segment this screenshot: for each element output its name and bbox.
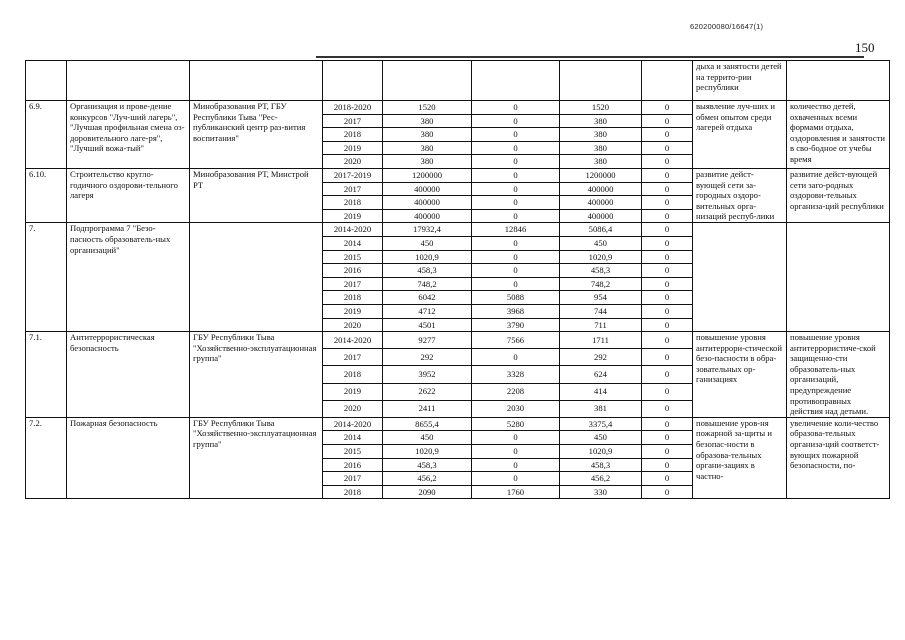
item-result: повышение уров-ня пожарной за-щиты и безопас-ности в образова-тельных органи-зациях в частно- xyxy=(693,417,787,499)
municipal-cell: 0 xyxy=(642,128,693,142)
republic-cell: 381 xyxy=(560,400,642,417)
year-cell: 2019 xyxy=(323,141,383,155)
year-cell: 2017 xyxy=(323,277,383,291)
federal-cell: 0 xyxy=(472,349,560,366)
federal-cell: 0 xyxy=(472,114,560,128)
republic-cell: 450 xyxy=(560,431,642,445)
republic-cell: 380 xyxy=(560,141,642,155)
federal-cell: 0 xyxy=(472,182,560,196)
total-cell: 1200000 xyxy=(383,168,472,182)
total-cell: 380 xyxy=(383,155,472,169)
item-result: повышение уровня антитеррори-стической безо-пасности в обра-зовательных ор-ганизациях xyxy=(693,332,787,418)
total-cell: 6042 xyxy=(383,291,472,305)
total-cell: 458,3 xyxy=(383,458,472,472)
result-cell: дыха и занятости детей на террито-рии республики xyxy=(693,61,787,101)
item-number: 6.10. xyxy=(26,168,67,222)
municipal-cell: 0 xyxy=(642,472,693,486)
federal-cell: 0 xyxy=(472,250,560,264)
year-cell: 2014-2020 xyxy=(323,223,383,237)
republic-cell: 380 xyxy=(560,114,642,128)
total-cell: 1520 xyxy=(383,101,472,115)
total-cell: 4712 xyxy=(383,304,472,318)
total-cell: 17932,4 xyxy=(383,223,472,237)
republic-cell: 456,2 xyxy=(560,472,642,486)
year-cell: 2014-2020 xyxy=(323,332,383,349)
total-cell: 2090 xyxy=(383,485,472,499)
total-cell: 458,3 xyxy=(383,264,472,278)
republic-cell: 292 xyxy=(560,349,642,366)
federal-cell: 0 xyxy=(472,209,560,223)
federal-cell: 0 xyxy=(472,128,560,142)
federal-cell: 0 xyxy=(472,445,560,459)
year-cell: 2018 xyxy=(323,366,383,383)
item-indicator: увеличение коли-чество образова-тельных организа-ций соответст-вующих пожарной безопасности, по- xyxy=(787,417,890,499)
year-cell: 2019 xyxy=(323,304,383,318)
year-cell: 2020 xyxy=(323,400,383,417)
table-row xyxy=(26,332,890,349)
year-cell: 2014 xyxy=(323,236,383,250)
republic-cell: 380 xyxy=(560,128,642,142)
republic-cell: 400000 xyxy=(560,209,642,223)
year-cell: 2018 xyxy=(323,128,383,142)
item-name: Пожарная безопасность xyxy=(67,417,190,499)
year-cell: 2018 xyxy=(323,291,383,305)
republic-cell: 1520 xyxy=(560,101,642,115)
republic-cell: 458,3 xyxy=(560,458,642,472)
year-cell: 2015 xyxy=(323,445,383,459)
municipal-cell: 0 xyxy=(642,417,693,431)
year-cell: 2020 xyxy=(323,318,383,332)
total-cell: 8655,4 xyxy=(383,417,472,431)
year-cell: 2017 xyxy=(323,182,383,196)
municipal-cell: 0 xyxy=(642,168,693,182)
table-row xyxy=(26,168,890,182)
item-executor: Минобразования РТ, ГБУ Республики Тыва "Рес-публиканский центр раз-вития воспитания" xyxy=(190,101,323,169)
municipal-cell: 0 xyxy=(642,141,693,155)
total-cell: 456,2 xyxy=(383,472,472,486)
federal-cell: 3790 xyxy=(472,318,560,332)
year-cell: 2017 xyxy=(323,472,383,486)
federal-cell: 0 xyxy=(472,101,560,115)
year-cell: 2017 xyxy=(323,349,383,366)
item-indicator: развитие дейст-вующей сети заго-родных оздорови-тельных организа-ций республики xyxy=(787,168,890,222)
item-indicator: количество детей, охваченных всеми формами отдыха, оздоровления и занятости в сво-бодное от учебы время xyxy=(787,101,890,169)
year-cell: 2016 xyxy=(323,458,383,472)
item-number: 6.9. xyxy=(26,101,67,169)
year-cell: 2016 xyxy=(323,264,383,278)
municipal-cell: 0 xyxy=(642,318,693,332)
header-rule xyxy=(316,56,864,58)
year-cell: 2017 xyxy=(323,114,383,128)
municipal-cell: 0 xyxy=(642,236,693,250)
total-cell: 9277 xyxy=(383,332,472,349)
republic-cell: 414 xyxy=(560,383,642,400)
total-cell: 380 xyxy=(383,114,472,128)
total-cell: 450 xyxy=(383,236,472,250)
federal-cell: 3328 xyxy=(472,366,560,383)
total-cell: 4501 xyxy=(383,318,472,332)
item-number: 7.2. xyxy=(26,417,67,499)
year-cell: 2020 xyxy=(323,155,383,169)
federal-cell: 0 xyxy=(472,155,560,169)
year-cell: 2014-2020 xyxy=(323,417,383,431)
year-cell: 2018 xyxy=(323,485,383,499)
federal-cell: 0 xyxy=(472,431,560,445)
federal-cell: 12846 xyxy=(472,223,560,237)
federal-cell: 7566 xyxy=(472,332,560,349)
year-cell: 2019 xyxy=(323,383,383,400)
year-cell: 2019 xyxy=(323,209,383,223)
republic-cell: 1020,9 xyxy=(560,445,642,459)
total-cell: 400000 xyxy=(383,196,472,210)
item-name: Строительство кругло-годичного оздорови-тельного лагеря xyxy=(67,168,190,222)
republic-cell: 1200000 xyxy=(560,168,642,182)
municipal-cell: 0 xyxy=(642,332,693,349)
item-name: Подпрограмма 7 "Безо-пасность образователь-ных организаций" xyxy=(67,223,190,332)
federal-cell: 0 xyxy=(472,277,560,291)
total-cell: 3952 xyxy=(383,366,472,383)
total-cell: 380 xyxy=(383,141,472,155)
republic-cell: 400000 xyxy=(560,182,642,196)
republic-cell: 458,3 xyxy=(560,264,642,278)
federal-cell: 0 xyxy=(472,458,560,472)
republic-cell: 3375,4 xyxy=(560,417,642,431)
municipal-cell: 0 xyxy=(642,155,693,169)
republic-cell: 624 xyxy=(560,366,642,383)
item-indicator xyxy=(787,223,890,332)
federal-cell: 5280 xyxy=(472,417,560,431)
municipal-cell: 0 xyxy=(642,114,693,128)
municipal-cell: 0 xyxy=(642,277,693,291)
republic-cell: 748,2 xyxy=(560,277,642,291)
republic-cell: 954 xyxy=(560,291,642,305)
municipal-cell: 0 xyxy=(642,291,693,305)
republic-cell: 1711 xyxy=(560,332,642,349)
municipal-cell: 0 xyxy=(642,485,693,499)
federal-cell: 0 xyxy=(472,472,560,486)
federal-cell: 3968 xyxy=(472,304,560,318)
municipal-cell: 0 xyxy=(642,182,693,196)
republic-cell: 711 xyxy=(560,318,642,332)
page-number: 150 xyxy=(855,40,875,55)
republic-cell: 330 xyxy=(560,485,642,499)
table-row xyxy=(26,417,890,431)
table-row xyxy=(26,223,890,237)
item-executor xyxy=(190,223,323,332)
federal-cell: 0 xyxy=(472,141,560,155)
municipal-cell: 0 xyxy=(642,304,693,318)
republic-cell: 5086,4 xyxy=(560,223,642,237)
federal-cell: 0 xyxy=(472,236,560,250)
total-cell: 1020,9 xyxy=(383,445,472,459)
item-indicator: повышение уровня антитеррористиче-ской защищенно-сти образователь-ных организаций, предупреждение противоправных действия над детьми. xyxy=(787,332,890,418)
year-cell: 2018-2020 xyxy=(323,101,383,115)
item-result xyxy=(693,223,787,332)
total-cell: 2411 xyxy=(383,400,472,417)
table-row xyxy=(26,101,890,115)
total-cell: 450 xyxy=(383,431,472,445)
federal-cell: 0 xyxy=(472,168,560,182)
year-cell: 2014 xyxy=(323,431,383,445)
republic-cell: 744 xyxy=(560,304,642,318)
total-cell: 292 xyxy=(383,349,472,366)
municipal-cell: 0 xyxy=(642,445,693,459)
item-executor: ГБУ Республики Тыва "Хозяйственно-эксплуатационная группа" xyxy=(190,417,323,499)
document-id: 620200080/16647(1) xyxy=(690,22,764,31)
item-result: развитие дейст-вующей сети за-городных оздоро-вительных орга-низаций респуб-лики xyxy=(693,168,787,222)
federal-cell: 2208 xyxy=(472,383,560,400)
total-cell: 400000 xyxy=(383,209,472,223)
item-name: Антитеррористическая безопасность xyxy=(67,332,190,418)
municipal-cell: 0 xyxy=(642,250,693,264)
year-cell: 2015 xyxy=(323,250,383,264)
municipal-cell: 0 xyxy=(642,349,693,366)
municipal-cell: 0 xyxy=(642,400,693,417)
federal-cell: 0 xyxy=(472,196,560,210)
federal-cell: 2030 xyxy=(472,400,560,417)
republic-cell: 1020,9 xyxy=(560,250,642,264)
continuation-row xyxy=(26,61,890,101)
program-table xyxy=(25,60,890,499)
municipal-cell: 0 xyxy=(642,209,693,223)
year-cell: 2017-2019 xyxy=(323,168,383,182)
municipal-cell: 0 xyxy=(642,196,693,210)
federal-cell: 1760 xyxy=(472,485,560,499)
total-cell: 1020,9 xyxy=(383,250,472,264)
item-executor: ГБУ Республики Тыва "Хозяйственно-эксплуатационная группа" xyxy=(190,332,323,418)
total-cell: 380 xyxy=(383,128,472,142)
municipal-cell: 0 xyxy=(642,383,693,400)
municipal-cell: 0 xyxy=(642,431,693,445)
item-executor: Минобразования РТ, Минстрой РТ xyxy=(190,168,323,222)
republic-cell: 450 xyxy=(560,236,642,250)
total-cell: 400000 xyxy=(383,182,472,196)
federal-cell: 0 xyxy=(472,264,560,278)
item-number: 7. xyxy=(26,223,67,332)
municipal-cell: 0 xyxy=(642,458,693,472)
item-result: выявление луч-ших и обмен опытом среди лагерей отдыха xyxy=(693,101,787,169)
item-name: Организация и прове-дение конкурсов "Луч-ший лагерь", "Лучшая профильная смена оз-доровительного лаге-ря", "Лучший вожа-тый" xyxy=(67,101,190,169)
total-cell: 2622 xyxy=(383,383,472,400)
federal-cell: 5088 xyxy=(472,291,560,305)
republic-cell: 400000 xyxy=(560,196,642,210)
item-number: 7.1. xyxy=(26,332,67,418)
total-cell: 748,2 xyxy=(383,277,472,291)
municipal-cell: 0 xyxy=(642,264,693,278)
municipal-cell: 0 xyxy=(642,223,693,237)
municipal-cell: 0 xyxy=(642,101,693,115)
republic-cell: 380 xyxy=(560,155,642,169)
year-cell: 2018 xyxy=(323,196,383,210)
municipal-cell: 0 xyxy=(642,366,693,383)
